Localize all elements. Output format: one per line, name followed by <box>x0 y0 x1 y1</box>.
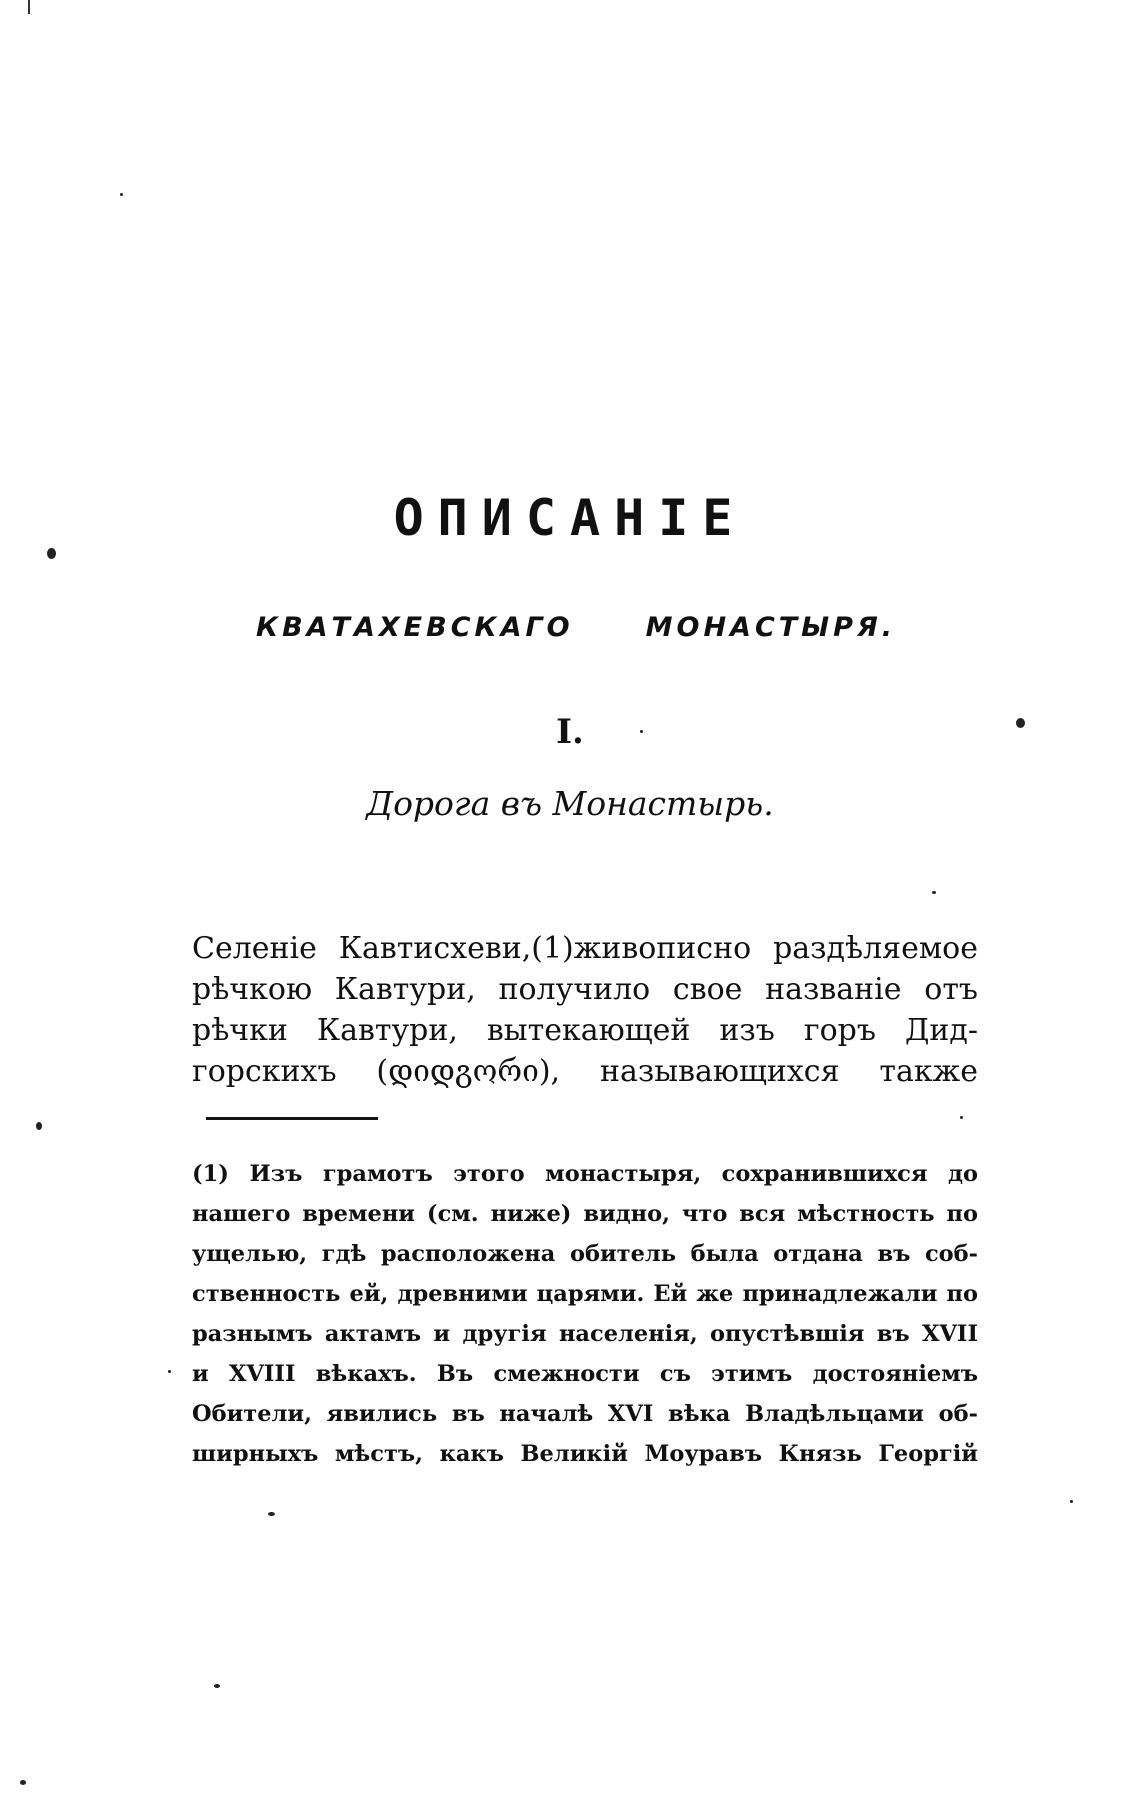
edge-mark <box>28 0 30 14</box>
subtitle-word: МОНАСТЫРЯ. <box>645 612 896 643</box>
body-paragraph <box>192 928 978 1092</box>
subtitle-word: КВАТАХЕВСКАГО <box>256 612 574 643</box>
scan-speck <box>47 548 56 559</box>
scan-speck <box>268 1512 275 1516</box>
footnote-line: (1) Изъ грамотъ этого монастыря, сохранившихся до <box>192 1161 978 1187</box>
footnote-line: нашего времени (см. ниже) видно, что вся мѣстность по <box>192 1201 978 1227</box>
page-title: ОПИСАНІЕ <box>393 489 747 547</box>
footnote-line: ширныхъ мѣстъ, какъ Великій Моуравъ Князь Георгій <box>192 1441 978 1467</box>
section-number: I. <box>556 712 584 752</box>
footnote-line: Обители, явились въ началѣ XVI вѣка Владѣльцами об- <box>192 1401 978 1427</box>
section-heading: Дорога въ Монастырь. <box>366 784 774 823</box>
footnote-divider <box>206 1117 378 1120</box>
footnote-line: ственность ей, древними царями. Ей же принадлежали по <box>192 1281 978 1307</box>
body-line: рѣчки Кавтури, вытекающей изъ горъ Дид- <box>192 1013 978 1048</box>
scan-speck <box>168 1370 171 1373</box>
footnote-line: ущелью, гдѣ расположена обитель была отдана въ соб- <box>192 1241 978 1267</box>
scan-speck <box>36 1122 42 1130</box>
footnote-line: разнымъ актамъ и другія населенія, опустѣвшія въ XVII <box>192 1321 978 1347</box>
scan-speck <box>960 1116 963 1119</box>
page-subtitle <box>256 610 896 646</box>
body-line: рѣчкою Кавтури, получило свое названіе отъ <box>192 972 978 1007</box>
scan-speck <box>932 891 936 894</box>
footnote-line: и XVIII вѣкахъ. Въ смежности съ этимъ достояніемъ <box>192 1361 978 1387</box>
scan-speck <box>20 1780 26 1785</box>
body-line: Селеніе Кавтисхеви,(1)живописно раздѣляемое <box>192 931 978 966</box>
scan-speck <box>1070 1500 1073 1503</box>
scan-speck <box>214 1684 220 1688</box>
footnote <box>192 1154 978 1474</box>
scan-speck <box>120 193 123 196</box>
body-line: горскихъ (დიდგორი), называющихся также <box>192 1054 978 1089</box>
